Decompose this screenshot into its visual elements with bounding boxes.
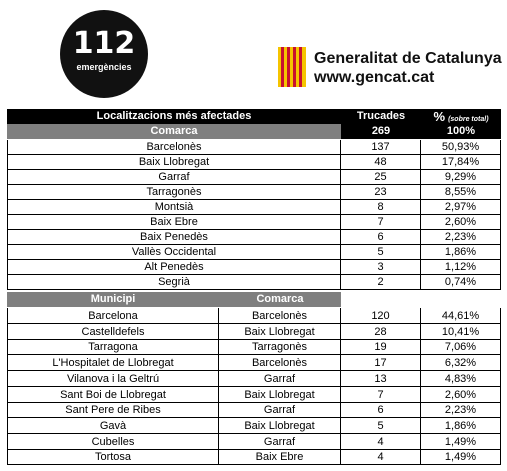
comarca-name-cell: Baix Penedès [7, 230, 341, 245]
comarca-total-pct: 100% [421, 124, 501, 139]
comarca-pct-cell: 1,12% [421, 260, 501, 275]
municipi-pct-cell: 10,41% [421, 324, 501, 340]
municipi-calls-cell: 17 [341, 355, 421, 371]
municipi-row [7, 324, 501, 340]
municipi-name-cell: Tarragona [7, 339, 219, 355]
senyera-icon [278, 47, 306, 87]
comarca-name-cell: Baix Llobregat [7, 155, 341, 170]
municipi-comarca-cell: Tarragonès [219, 339, 341, 355]
header-trucades: Trucades [356, 110, 406, 122]
table-header-row [7, 109, 501, 124]
comarca-name-cell: Barcelonès [7, 140, 341, 155]
municipi-name-cell: Sant Pere de Ribes [7, 402, 219, 418]
comarca-pct-cell: 1,86% [421, 245, 501, 260]
comarca-total-calls: 269 [341, 124, 421, 139]
gencat-url: www.gencat.cat [314, 69, 435, 86]
comarca-row [7, 155, 501, 170]
comarca-pct-cell: 8,55% [421, 185, 501, 200]
municipi-comarca-cell: Barcelonès [219, 355, 341, 371]
gencat-name: Generalitat de Catalunya [314, 50, 502, 67]
municipi-row [7, 402, 501, 418]
comarca-calls-cell: 6 [341, 230, 421, 245]
municipi-pct-cell: 1,86% [421, 418, 501, 434]
municipi-name-cell: Barcelona [7, 308, 219, 324]
municipi-section-header [7, 292, 501, 307]
municipi-comarca-cell: Baix Llobregat [219, 387, 341, 403]
municipi-pct-cell: 44,61% [421, 308, 501, 324]
municipi-calls-cell: 7 [341, 387, 421, 403]
comarca-name-cell: Vallès Occidental [7, 245, 341, 260]
comarca-row [7, 230, 501, 245]
comarca-name-cell: Garraf [7, 170, 341, 185]
comarca-pct-cell: 0,74% [421, 275, 501, 290]
logo-112-number: 112 [72, 26, 136, 61]
comarca-calls-cell: 2 [341, 275, 421, 290]
municipi-calls-cell: 4 [341, 449, 421, 465]
municipi-comarca-cell: Barcelonès [219, 308, 341, 324]
municipi-name-cell: Gavà [7, 418, 219, 434]
comarca-name-cell: Baix Ebre [7, 215, 341, 230]
municipi-name-cell: Sant Boi de Llobregat [7, 387, 219, 403]
municipi-pct-cell: 1,49% [421, 434, 501, 450]
comarca-pct-cell: 2,23% [421, 230, 501, 245]
comarca-row [7, 215, 501, 230]
municipi-row [7, 371, 501, 387]
comarca-pct-cell: 2,97% [421, 200, 501, 215]
municipi-pct-cell: 4,83% [421, 371, 501, 387]
municipi-row [7, 355, 501, 371]
municipi-calls-cell: 13 [341, 371, 421, 387]
municipi-calls-cell: 28 [341, 324, 421, 340]
comarca-row [7, 185, 501, 200]
comarca-row [7, 200, 501, 215]
municipi-comarca-header-label: Comarca [219, 292, 341, 307]
comarca-section-header [7, 124, 501, 139]
municipi-calls-cell: 19 [341, 339, 421, 355]
municipi-comarca-cell: Baix Ebre [219, 449, 341, 465]
comarca-name-cell: Tarragonès [7, 185, 341, 200]
municipi-pct-cell: 7,06% [421, 339, 501, 355]
municipi-calls-cell: 4 [341, 434, 421, 450]
comarca-pct-cell: 17,84% [421, 155, 501, 170]
municipi-row [7, 449, 501, 465]
header-localitzacions: Localitzacions més afectades [96, 110, 252, 122]
comarca-pct-cell: 9,29% [421, 170, 501, 185]
comarca-name-cell: Montsià [7, 200, 341, 215]
logo-112-subtitle: emergències [76, 62, 132, 72]
municipi-row [7, 434, 501, 450]
comarca-row [7, 170, 501, 185]
comarca-calls-cell: 25 [341, 170, 421, 185]
municipi-calls-cell: 5 [341, 418, 421, 434]
comarca-calls-cell: 137 [341, 140, 421, 155]
municipi-name-cell: Vilanova i la Geltrú [7, 371, 219, 387]
comarca-row [7, 245, 501, 260]
comarca-calls-cell: 7 [341, 215, 421, 230]
comarca-name-cell: Alt Penedès [7, 260, 341, 275]
municipi-name-cell: Castelldefels [7, 324, 219, 340]
municipi-header-label: Municipi [7, 292, 219, 307]
municipi-row [7, 308, 501, 324]
municipi-name-cell: Tortosa [7, 449, 219, 465]
municipi-comarca-cell: Garraf [219, 402, 341, 418]
comarca-name-cell: Segrià [7, 275, 341, 290]
percent-note: (sobre total) [448, 116, 489, 123]
comarca-calls-cell: 5 [341, 245, 421, 260]
comarca-pct-cell: 2,60% [421, 215, 501, 230]
comarca-pct-cell: 50,93% [421, 140, 501, 155]
municipi-pct-cell: 1,49% [421, 449, 501, 465]
municipi-row [7, 418, 501, 434]
municipi-pct-cell: 2,23% [421, 402, 501, 418]
calls-table [7, 109, 501, 465]
municipi-comarca-cell: Garraf [219, 371, 341, 387]
municipi-header-blank [341, 292, 501, 307]
municipi-calls-cell: 120 [341, 308, 421, 324]
header-percent [421, 109, 501, 124]
comarca-calls-cell: 48 [341, 155, 421, 170]
comarca-calls-cell: 3 [341, 260, 421, 275]
municipi-comarca-cell: Baix Llobregat [219, 324, 341, 340]
municipi-pct-cell: 6,32% [421, 355, 501, 371]
municipi-name-cell: Cubelles [7, 434, 219, 450]
municipi-comarca-cell: Baix Llobregat [219, 418, 341, 434]
comarca-calls-cell: 23 [341, 185, 421, 200]
municipi-calls-cell: 6 [341, 402, 421, 418]
percent-symbol: % [433, 109, 446, 124]
comarca-row [7, 140, 501, 155]
logo-112 [60, 10, 148, 98]
municipi-comarca-cell: Garraf [219, 434, 341, 450]
comarca-row [7, 260, 501, 275]
comarca-calls-cell: 8 [341, 200, 421, 215]
comarca-row [7, 275, 501, 290]
municipi-pct-cell: 2,60% [421, 387, 501, 403]
comarca-section-label: Comarca [7, 124, 341, 139]
municipi-row [7, 387, 501, 403]
municipi-name-cell: L'Hospitalet de Llobregat [7, 355, 219, 371]
municipi-row [7, 339, 501, 355]
